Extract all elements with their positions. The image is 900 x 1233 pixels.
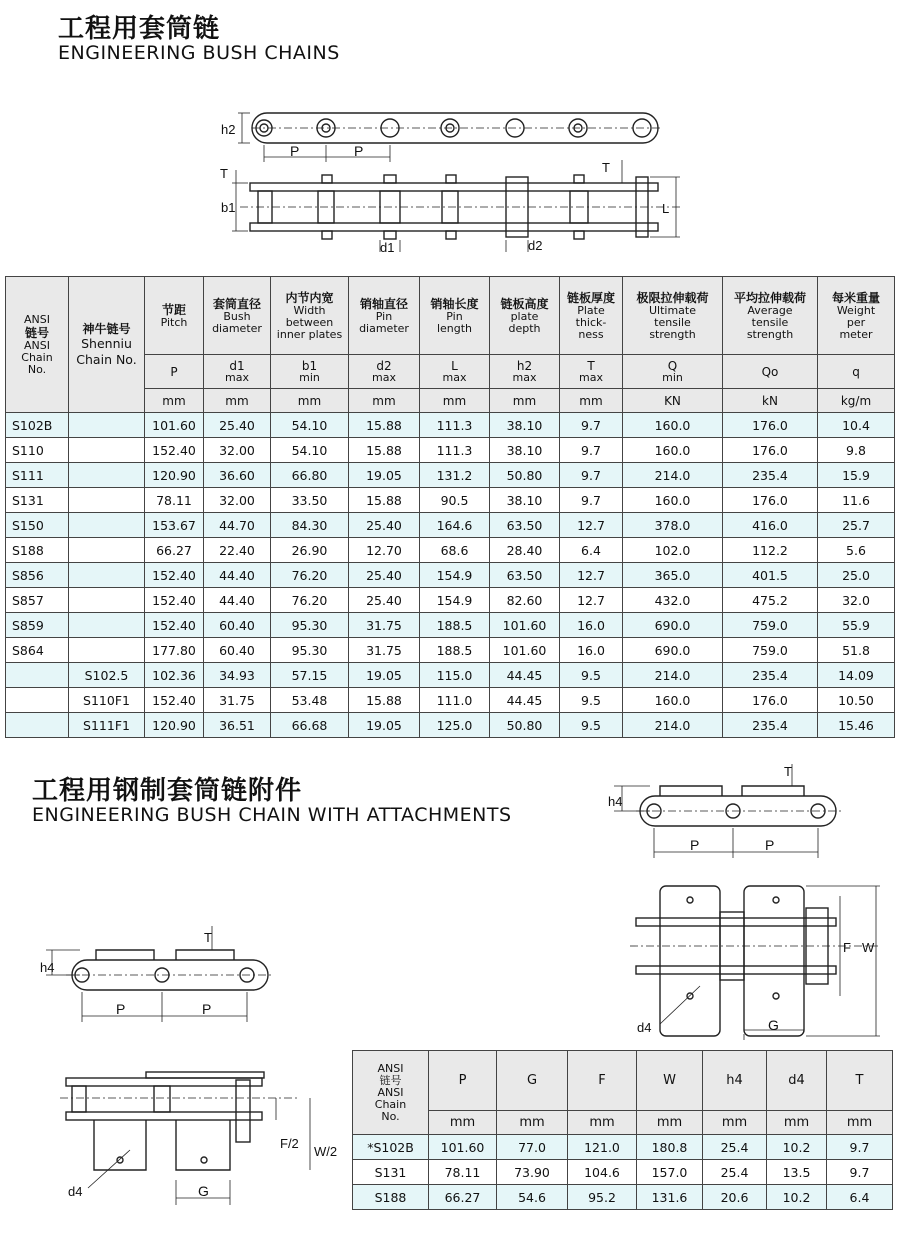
t1-header-symbol: q <box>818 355 895 389</box>
table-cell: 154.9 <box>420 588 490 613</box>
table-cell: 19.05 <box>349 713 420 738</box>
t2-header-ansi: ANSI 链号 ANSI Chain No. <box>353 1051 429 1135</box>
table-cell: 26.90 <box>271 538 349 563</box>
table-cell: 76.20 <box>271 563 349 588</box>
table-cell: 10.4 <box>818 413 895 438</box>
header-shenniu: 神牛链号 Shenniu Chain No. <box>69 277 145 413</box>
t2-header: P <box>429 1051 497 1111</box>
t1-header-desc: 套筒直径 Bush diameter <box>204 277 271 355</box>
table-cell: 54.6 <box>497 1185 568 1210</box>
table-cell: 176.0 <box>723 488 818 513</box>
t1-header-unit: mm <box>204 389 271 413</box>
table-cell: 120.90 <box>145 713 204 738</box>
table-cell: 73.90 <box>497 1160 568 1185</box>
table-cell: 475.2 <box>723 588 818 613</box>
table-cell: 9.5 <box>560 688 623 713</box>
table-cell: 31.75 <box>349 638 420 663</box>
table-cell: S131 <box>353 1160 429 1185</box>
t2-header-unit: mm <box>568 1111 637 1135</box>
table-cell: 115.0 <box>420 663 490 688</box>
table-cell: 214.0 <box>623 463 723 488</box>
table-cell: S864 <box>6 638 69 663</box>
t1-header-symbol: T max <box>560 355 623 389</box>
table-cell: 401.5 <box>723 563 818 588</box>
section1-title-cn: 工程用套筒链 <box>58 14 221 44</box>
table-cell: 11.6 <box>818 488 895 513</box>
table-cell: 101.60 <box>145 413 204 438</box>
table-cell: 15.88 <box>349 488 420 513</box>
table-cell: 6.4 <box>827 1185 893 1210</box>
table-cell: 63.50 <box>490 563 560 588</box>
table-cell: 78.11 <box>429 1160 497 1185</box>
table-cell: S856 <box>6 563 69 588</box>
table-cell: 111.3 <box>420 413 490 438</box>
table-cell: 10.2 <box>767 1135 827 1160</box>
t1-header-desc: 销轴直径 Pin diameter <box>349 277 420 355</box>
table-cell: 36.51 <box>204 713 271 738</box>
table-cell: 188.5 <box>420 638 490 663</box>
t2-header: G <box>497 1051 568 1111</box>
table-cell: 14.09 <box>818 663 895 688</box>
label-w: W <box>862 940 875 955</box>
table-cell: 44.40 <box>204 588 271 613</box>
label-f: F <box>843 940 851 955</box>
table-cell: S110 <box>6 438 69 463</box>
table-cell: 32.00 <box>204 488 271 513</box>
label-d2: d2 <box>528 238 543 253</box>
table-cell: 15.88 <box>349 413 420 438</box>
label-h4-a: h4 <box>608 794 623 809</box>
table-cell: 63.50 <box>490 513 560 538</box>
label-t2: T <box>602 160 610 175</box>
table-cell: 25.40 <box>349 588 420 613</box>
table-cell: 22.40 <box>204 538 271 563</box>
t2-header-unit: mm <box>703 1111 767 1135</box>
t1-header-symbol: Qo <box>723 355 818 389</box>
table-cell: 160.0 <box>623 438 723 463</box>
table-cell: 214.0 <box>623 663 723 688</box>
table-cell: 188.5 <box>420 613 490 638</box>
table-cell: 9.7 <box>827 1135 893 1160</box>
t1-header-desc: 链板高度 plate depth <box>490 277 560 355</box>
ansi-line-0: ANSI <box>24 312 50 326</box>
table-cell: 176.0 <box>723 413 818 438</box>
label-t-a: T <box>784 764 792 779</box>
table-cell: 111.0 <box>420 688 490 713</box>
table-cell: 759.0 <box>723 638 818 663</box>
table-cell: 44.70 <box>204 513 271 538</box>
table-cell: 121.0 <box>568 1135 637 1160</box>
table-cell: 36.60 <box>204 463 271 488</box>
table-cell: 160.0 <box>623 688 723 713</box>
t1-header-desc: 平均拉伸载荷 Average tensile strength <box>723 277 818 355</box>
table-cell: S131 <box>6 488 69 513</box>
table-cell: 15.88 <box>349 688 420 713</box>
label-d4-a: d4 <box>637 1020 652 1035</box>
t2-header-unit: mm <box>767 1111 827 1135</box>
section2-title-cn: 工程用钢制套筒链附件 <box>32 776 303 806</box>
table-cell: 55.9 <box>818 613 895 638</box>
table-cell: 66.68 <box>271 713 349 738</box>
table-cell: 90.5 <box>420 488 490 513</box>
table-cell: 77.0 <box>497 1135 568 1160</box>
table-cell: 152.40 <box>145 688 204 713</box>
ansi-line-3: Chain <box>21 350 53 364</box>
table-cell: S188 <box>353 1185 429 1210</box>
table-cell: 34.93 <box>204 663 271 688</box>
table-cell: 214.0 <box>623 713 723 738</box>
label-p-b2: P <box>202 1001 212 1017</box>
label-p-a2: P <box>765 837 775 853</box>
table-cell: 16.0 <box>560 613 623 638</box>
table-cell: 101.60 <box>490 613 560 638</box>
table-cell: 9.7 <box>560 413 623 438</box>
table-cell: 104.6 <box>568 1160 637 1185</box>
table-cell: 95.2 <box>568 1185 637 1210</box>
table-cell: 690.0 <box>623 613 723 638</box>
table-cell: 12.7 <box>560 513 623 538</box>
table-cell: 38.10 <box>490 438 560 463</box>
table-cell: 66.27 <box>429 1185 497 1210</box>
table-cell: 9.5 <box>560 713 623 738</box>
table-cell: 125.0 <box>420 713 490 738</box>
table-cell: 9.7 <box>560 438 623 463</box>
table-row <box>353 1185 893 1210</box>
table-cell: 84.30 <box>271 513 349 538</box>
label-h4-b: h4 <box>40 960 55 975</box>
table-cell: 44.45 <box>490 663 560 688</box>
label-g-a: G <box>768 1017 779 1033</box>
label-p-b1: P <box>116 1001 126 1017</box>
t1-header-unit: mm <box>145 389 204 413</box>
table-cell: 53.48 <box>271 688 349 713</box>
table-cell: 759.0 <box>723 613 818 638</box>
table-cell: 235.4 <box>723 713 818 738</box>
table-cell: 25.40 <box>349 513 420 538</box>
table-cell: 57.15 <box>271 663 349 688</box>
table-cell: 176.0 <box>723 438 818 463</box>
table-cell: 50.80 <box>490 713 560 738</box>
table-cell: 152.40 <box>145 613 204 638</box>
table-cell: 152.40 <box>145 438 204 463</box>
section2-title-en: ENGINEERING BUSH CHAIN WITH ATTACHMENTS <box>32 804 512 826</box>
label-g-b: G <box>198 1183 209 1199</box>
table-cell: 102.0 <box>623 538 723 563</box>
table-cell: 54.10 <box>271 413 349 438</box>
table-cell: 25.4 <box>703 1160 767 1185</box>
label-t1: T <box>220 166 228 181</box>
label-p-a1: P <box>690 837 700 853</box>
table-cell: 68.6 <box>420 538 490 563</box>
label-h2: h2 <box>221 122 236 137</box>
table-cell: 51.8 <box>818 638 895 663</box>
section1-title-en: ENGINEERING BUSH CHAINS <box>58 42 340 64</box>
table-cell: 9.7 <box>827 1160 893 1185</box>
table-cell: 15.88 <box>349 438 420 463</box>
table-cell: 9.8 <box>818 438 895 463</box>
label-l: L <box>662 201 670 216</box>
table-cell: 82.60 <box>490 588 560 613</box>
t1-header-symbol: d2 max <box>349 355 420 389</box>
table-cell: 160.0 <box>623 413 723 438</box>
t1-header-desc: 链板厚度 Plate thick- ness <box>560 277 623 355</box>
table-cell: 15.9 <box>818 463 895 488</box>
table-row <box>353 1160 893 1185</box>
table-cell: 9.7 <box>560 488 623 513</box>
t2-header-unit: mm <box>429 1111 497 1135</box>
table-cell: S859 <box>6 613 69 638</box>
table-cell: 152.40 <box>145 563 204 588</box>
table-cell: 235.4 <box>723 663 818 688</box>
table-cell: 76.20 <box>271 588 349 613</box>
table-cell: 690.0 <box>623 638 723 663</box>
label-p1: P <box>290 143 300 159</box>
t1-header-symbol: b1 min <box>271 355 349 389</box>
table-cell: 25.7 <box>818 513 895 538</box>
table-cell: 153.67 <box>145 513 204 538</box>
label-d4-b: d4 <box>68 1184 83 1199</box>
table-cell: 20.6 <box>703 1185 767 1210</box>
table-cell: 25.0 <box>818 563 895 588</box>
table-cell: 28.40 <box>490 538 560 563</box>
table-cell: 9.7 <box>560 463 623 488</box>
table-cell: 32.0 <box>818 588 895 613</box>
ansi-line-4: No. <box>27 362 47 376</box>
table-cell: 6.4 <box>560 538 623 563</box>
table-cell: 31.75 <box>349 613 420 638</box>
t1-header-unit: mm <box>420 389 490 413</box>
t1-header-unit: mm <box>560 389 623 413</box>
table-row <box>353 1135 893 1160</box>
table-cell: 66.27 <box>145 538 204 563</box>
t1-header-unit: mm <box>490 389 560 413</box>
table-cell: 101.60 <box>429 1135 497 1160</box>
label-d1: d1 <box>380 240 395 255</box>
t1-header-symbol: d1 max <box>204 355 271 389</box>
table-cell: 54.10 <box>271 438 349 463</box>
t2-header-unit: mm <box>827 1111 893 1135</box>
table-cell: *S102B <box>353 1135 429 1160</box>
table-cell: 131.2 <box>420 463 490 488</box>
table-cell: S111 <box>6 463 69 488</box>
table-cell: 101.60 <box>490 638 560 663</box>
table-cell: 180.8 <box>637 1135 703 1160</box>
t1-header-unit: kg/m <box>818 389 895 413</box>
table-cell: 5.6 <box>818 538 895 563</box>
table-cell: 12.70 <box>349 538 420 563</box>
table-cell: 44.40 <box>204 563 271 588</box>
table-cell: 25.40 <box>349 563 420 588</box>
t2-header: d4 <box>767 1051 827 1111</box>
t1-header-symbol: P <box>145 355 204 389</box>
table-cell: 33.50 <box>271 488 349 513</box>
table-cell: 25.4 <box>703 1135 767 1160</box>
table-cell: 10.2 <box>767 1185 827 1210</box>
table-cell: 102.36 <box>145 663 204 688</box>
table-cell: 154.9 <box>420 563 490 588</box>
table-cell: 15.46 <box>818 713 895 738</box>
table-cell: 177.80 <box>145 638 204 663</box>
table-cell: S150 <box>6 513 69 538</box>
label-b1: b1 <box>221 200 236 215</box>
t1-header-unit: KN <box>623 389 723 413</box>
table-cell: S102.5 <box>69 663 145 688</box>
table-cell: S188 <box>6 538 69 563</box>
table-cell: 112.2 <box>723 538 818 563</box>
table-cell: 25.40 <box>204 413 271 438</box>
table-cell: 31.75 <box>204 688 271 713</box>
table-cell: 120.90 <box>145 463 204 488</box>
t2-header-unit: mm <box>637 1111 703 1135</box>
table-cell: S102B <box>6 413 69 438</box>
t2-header: h4 <box>703 1051 767 1111</box>
ansi-line-2: ANSI <box>24 338 50 352</box>
table-cell: 164.6 <box>420 513 490 538</box>
table-cell: 10.50 <box>818 688 895 713</box>
table-cell: 378.0 <box>623 513 723 538</box>
table-cell: 60.40 <box>204 638 271 663</box>
table-cell: 95.30 <box>271 638 349 663</box>
table-cell: S857 <box>6 588 69 613</box>
t1-header-unit: mm <box>349 389 420 413</box>
t1-header-unit: kN <box>723 389 818 413</box>
table-cell: 38.10 <box>490 413 560 438</box>
table-cell: 9.5 <box>560 663 623 688</box>
label-f2: F/2 <box>280 1136 299 1151</box>
t2-header-unit: mm <box>497 1111 568 1135</box>
label-w2: W/2 <box>314 1144 338 1159</box>
table-cell: 50.80 <box>490 463 560 488</box>
t1-header-desc: 内节内宽 Width between inner plates <box>271 277 349 355</box>
table-cell: 13.5 <box>767 1160 827 1185</box>
table-cell: 160.0 <box>623 488 723 513</box>
table-cell: 66.80 <box>271 463 349 488</box>
table-cell: 432.0 <box>623 588 723 613</box>
t1-header-desc: 销轴长度 Pin length <box>420 277 490 355</box>
label-t-b: T <box>204 930 212 945</box>
table-cell: S110F1 <box>69 688 145 713</box>
table-cell: 157.0 <box>637 1160 703 1185</box>
t1-header-symbol: Q min <box>623 355 723 389</box>
t1-header-desc: 每米重量 Weight per meter <box>818 277 895 355</box>
attachment-spec-table <box>352 1050 893 1210</box>
table-cell: 78.11 <box>145 488 204 513</box>
table-cell: 16.0 <box>560 638 623 663</box>
table-cell: 32.00 <box>204 438 271 463</box>
table-cell: 38.10 <box>490 488 560 513</box>
table-cell: 19.05 <box>349 463 420 488</box>
t2-header: W <box>637 1051 703 1111</box>
t2-header: F <box>568 1051 637 1111</box>
t1-header-symbol: h2 max <box>490 355 560 389</box>
table-cell: 44.45 <box>490 688 560 713</box>
table-cell: 131.6 <box>637 1185 703 1210</box>
t1-header-unit: mm <box>271 389 349 413</box>
table-cell: 416.0 <box>723 513 818 538</box>
ansi-line-1: 链号 <box>24 325 49 340</box>
t1-header-desc: 极限拉伸载荷 Ultimate tensile strength <box>623 277 723 355</box>
table-cell: 19.05 <box>349 663 420 688</box>
table-cell: 12.7 <box>560 588 623 613</box>
t2-header: T <box>827 1051 893 1111</box>
table-cell: 60.40 <box>204 613 271 638</box>
table-cell: 12.7 <box>560 563 623 588</box>
t1-header-symbol: L max <box>420 355 490 389</box>
table-cell: 152.40 <box>145 588 204 613</box>
table-cell: S111F1 <box>69 713 145 738</box>
table-cell: 365.0 <box>623 563 723 588</box>
table-cell: 95.30 <box>271 613 349 638</box>
table-cell: 111.3 <box>420 438 490 463</box>
t1-header-desc: 节距 Pitch <box>145 277 204 355</box>
table-cell: 235.4 <box>723 463 818 488</box>
label-p2: P <box>354 143 364 159</box>
table-cell: 176.0 <box>723 688 818 713</box>
